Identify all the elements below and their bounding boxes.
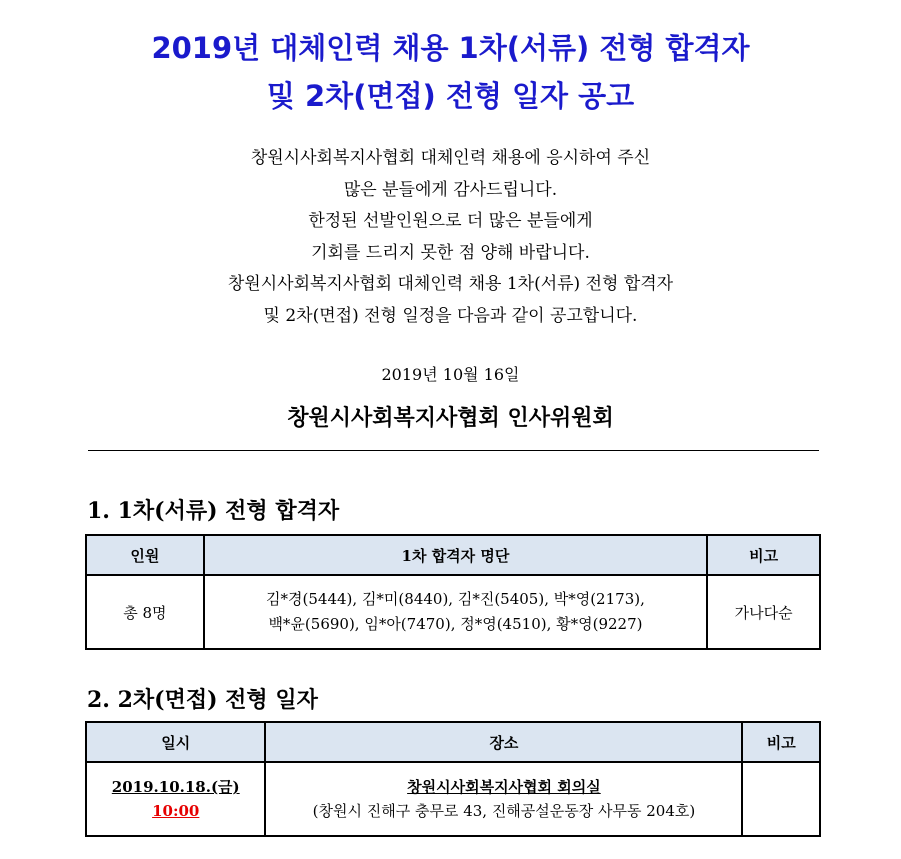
applicants-list-line-2: 백*윤(5690), 임*아(7470), 정*영(4510), 황*영(9227) (268, 615, 643, 633)
body-line-6: 및 2차(면접) 전형 일정을 다음과 같이 공고합니다. (263, 306, 638, 326)
title-line-2: 및 2차(면접) 전형 일자 공고 (266, 79, 635, 113)
note-cell (742, 762, 820, 836)
body-line-1: 창원시사회복지사협회 대체인력 채용에 응시하여 주신 (250, 148, 651, 168)
body-line-3: 한정된 선발인원으로 더 많은 분들에게 (308, 211, 593, 231)
note-cell: 가나다순 (707, 575, 820, 649)
header-list: 1차 합격자 명단 (204, 535, 707, 575)
header-place: 장소 (265, 722, 742, 762)
applicants-list-cell (204, 575, 707, 649)
interview-table (85, 721, 821, 837)
header-datetime: 일시 (86, 722, 265, 762)
header-note: 비고 (742, 722, 820, 762)
title-line-1: 2019년 대체인력 채용 1차(서류) 전형 합격자 (151, 31, 750, 65)
divider (88, 450, 819, 451)
interview-address: (창원시 진해구 충무로 43, 진해공설운동장 사무동 204호) (312, 802, 696, 820)
section-2-heading: 2. 2차(면접) 전형 일자 (87, 687, 318, 713)
table-row (86, 575, 820, 649)
count-cell: 총 8명 (86, 575, 204, 649)
datetime-cell (86, 762, 265, 836)
header-count: 인원 (86, 535, 204, 575)
interview-date: 2019.10.18.(금) (111, 778, 240, 796)
body-line-5: 창원시사회복지사협회 대체인력 채용 1차(서류) 전형 합격자 (227, 274, 674, 294)
header-note: 비고 (707, 535, 820, 575)
applicants-list-line-1: 김*경(5444), 김*미(8440), 김*진(5405), 박*영(2173), (266, 590, 645, 608)
table-row (86, 762, 820, 836)
organization-name: 창원시사회복지사협회 인사위원회 (287, 405, 614, 431)
section-1-heading: 1. 1차(서류) 전형 합격자 (87, 498, 340, 524)
announcement-date: 2019년 10월 16일 (381, 365, 520, 384)
interview-place: 창원시사회복지사협회 회의실 (407, 778, 601, 796)
body-line-4: 기회를 드리지 못한 점 양해 바랍니다. (311, 243, 590, 263)
place-cell (265, 762, 742, 836)
interview-time: 10:00 (152, 802, 200, 820)
applicants-table (85, 534, 821, 650)
body-line-2: 많은 분들에게 감사드립니다. (343, 180, 558, 200)
table-header-row (86, 722, 820, 762)
table-header-row (86, 535, 820, 575)
